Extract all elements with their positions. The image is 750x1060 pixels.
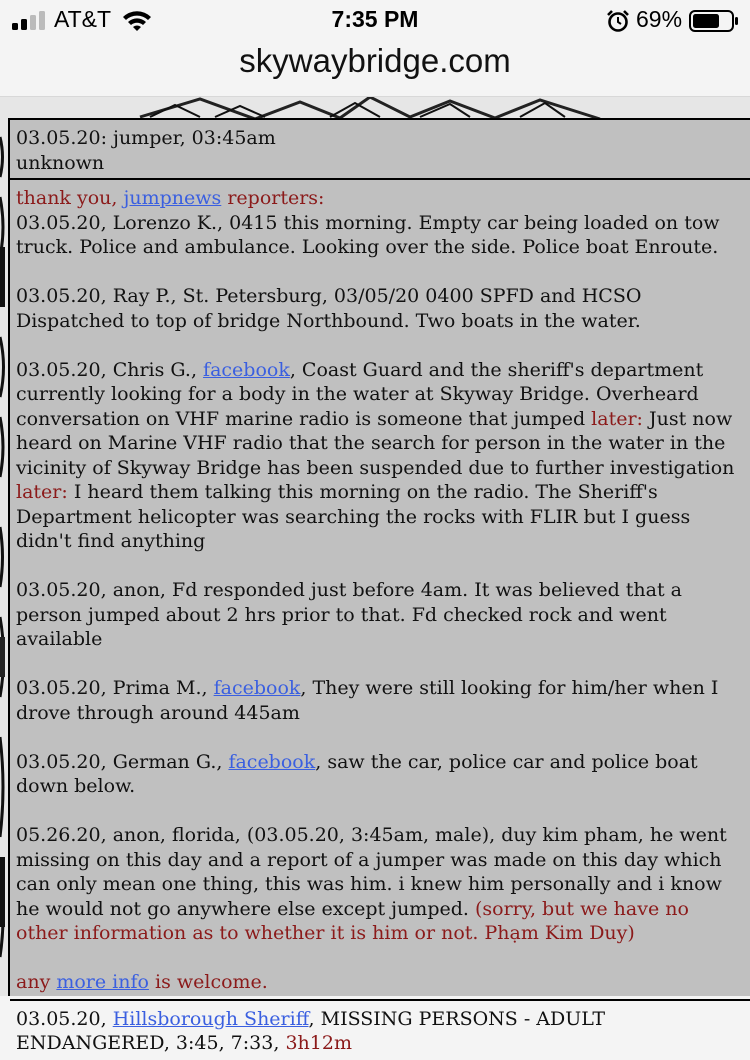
entry-header	[10, 120, 750, 180]
footer-text-a: any	[16, 971, 57, 993]
report-ray: 03.05.20, Ray P., St. Petersburg, 03/05/20 0400 SPFD and HCSO Dispatched to top of bridge Northbound. Two boats in the water.	[16, 285, 642, 332]
report-prima-text-a: 03.05.20, Prima M.,	[16, 677, 214, 699]
report-chris-text-c: Just now heard on Marine VHF radio that the search for person in the water in the vicinity of Skyway Bridge has been suspended due to further investigation	[16, 407, 735, 479]
next-entry-text-a: 03.05.20,	[16, 1007, 113, 1030]
battery-icon	[689, 10, 739, 32]
later-label-1: later:	[591, 407, 643, 430]
battery-percentage: 69%	[636, 6, 683, 32]
intro-text-end: reporters:	[221, 187, 325, 209]
report-chris-text-b: , Coast Guard and the sheriff's department currently looking for a body in the water at Skyway Bridge. Overheard conversation on VHF marine radio is someone that jumped	[16, 358, 704, 430]
next-entry	[10, 1001, 750, 1060]
more-info-link[interactable]: more info	[56, 971, 149, 993]
next-entry-text-b: , MISSING PERSONS - ADULT ENDANGERED, 3:45, 7:33,	[16, 1007, 606, 1054]
entry-header-status: unknown	[16, 151, 105, 174]
entries-panel	[8, 118, 750, 1054]
facebook-link-german[interactable]: facebook	[228, 750, 316, 773]
report-german-text-b: , saw the car, police car and police boat down below.	[16, 750, 698, 797]
reports-intro	[16, 186, 742, 211]
reports-footer	[16, 970, 742, 995]
report-florida-text: 05.26.20, anon, florida, (03.05.20, 3:45am, male), duy kim pham, he went missing on this day and a report of a jumper was made on this day which can only mean one thing, this was him. i knew him personally and i know he would not go anywhere else except jumped.	[16, 824, 727, 920]
report-prima	[16, 676, 742, 725]
report-chris-text-a: 03.05.20, Chris G.,	[16, 358, 204, 381]
clock-time: 7:35 PM	[331, 6, 419, 32]
report-anon-florida	[16, 823, 742, 946]
report-chris-text-d: I heard them talking this morning on the radio. The Sheriff's Department helicopter was searching the rocks with FLIR but I guess didn't find anything	[16, 481, 691, 552]
report-german	[16, 750, 742, 799]
editor-note: (sorry, but we have no other information as to whether it is him or not. Phạm Kim Duy)	[16, 897, 689, 944]
facebook-link-prima[interactable]: facebook	[213, 677, 301, 699]
footer-text-b: is welcome.	[148, 971, 268, 993]
later-label-2: later:	[16, 481, 68, 503]
report-chris	[16, 358, 742, 554]
address-bar[interactable]	[0, 42, 750, 97]
hillsborough-sheriff-link[interactable]: Hillsborough Sheriff	[112, 1007, 309, 1030]
jumpnews-link[interactable]: jumpnews	[123, 187, 222, 209]
report-lorenzo: 03.05.20, Lorenzo K., 0415 this morning. Empty car being loaded on tow truck. Police and ambulance. Looking over the side. Police boat Enroute.	[16, 211, 720, 258]
report-anon-fd: 03.05.20, anon, Fd responded just before 4am. It was believed that a person jumped about 2 hrs prior to that. Fd checked rock and went available	[16, 579, 682, 650]
report-prima-text-b: , They were still looking for him/her when I drove through around 445am	[16, 677, 719, 724]
facebook-link-chris[interactable]: facebook	[203, 358, 290, 381]
reports-section	[10, 180, 750, 1001]
intro-text: thank you,	[16, 187, 124, 209]
page-url[interactable]: skywaybridge.com	[239, 42, 511, 79]
entry-header-title: 03.05.20: jumper, 03:45am	[16, 127, 276, 149]
report-german-text-a: 03.05.20, German G.,	[16, 750, 229, 773]
carrier-name: AT&T	[54, 6, 112, 32]
alarm-clock-icon	[606, 9, 630, 33]
status-bar	[0, 0, 750, 42]
duration-label: 3h12m	[285, 1032, 352, 1054]
